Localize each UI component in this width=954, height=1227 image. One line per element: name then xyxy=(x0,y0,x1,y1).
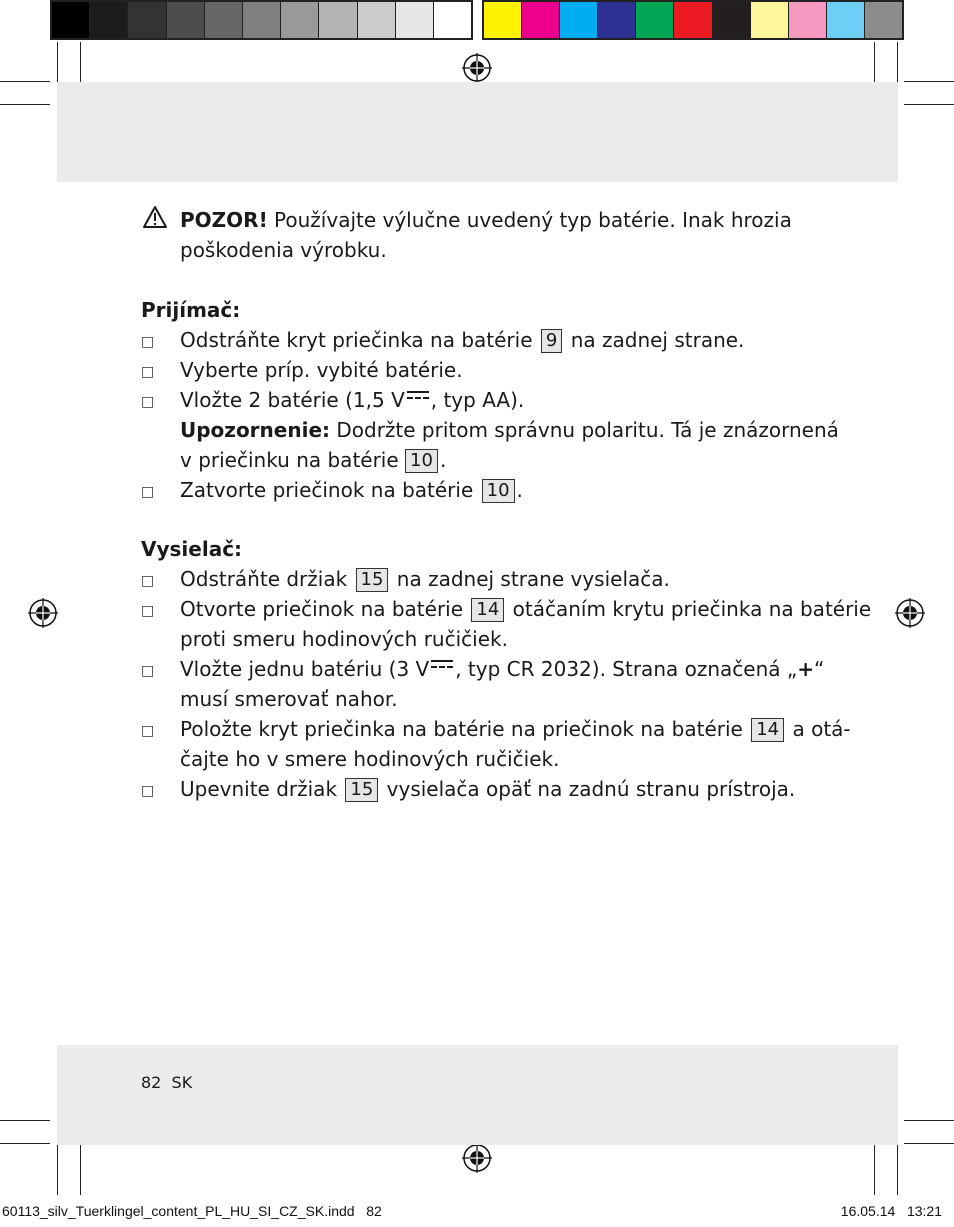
crop-mark xyxy=(0,104,50,105)
color-swatch xyxy=(90,2,128,38)
note-text: v priečinku na batérie xyxy=(180,448,399,472)
warning-line-2 xyxy=(180,235,387,265)
receiver-step-3 xyxy=(180,385,524,415)
transmitter-step-3 xyxy=(180,654,824,684)
crop-mark xyxy=(904,81,954,82)
bullet-icon: □ xyxy=(141,364,155,380)
part-reference: 14 xyxy=(471,598,504,622)
bullet-icon: □ xyxy=(141,394,155,410)
crop-mark xyxy=(57,1145,58,1195)
transmitter-step-2-cont xyxy=(180,624,508,654)
step-text: , typ CR 2032). Strana označená „ xyxy=(455,657,798,681)
color-swatch xyxy=(167,2,205,38)
warning-label: POZOR! xyxy=(180,208,268,232)
crop-mark xyxy=(874,1145,875,1195)
note-label: Upozornenie: xyxy=(180,418,330,442)
header-band xyxy=(57,82,898,182)
color-swatch xyxy=(560,2,598,38)
step-text: Vložte jednu batériu (3 V xyxy=(180,657,430,681)
transmitter-step-4-cont xyxy=(180,744,559,774)
step-text: Odstráňte kryt priečinka na batérie xyxy=(180,328,533,352)
step-text: a otá- xyxy=(792,717,851,741)
step-text: , typ AA). xyxy=(430,388,525,412)
step-text: na zadnej strane vysielača. xyxy=(396,567,670,591)
crop-mark xyxy=(0,81,50,82)
crop-mark xyxy=(904,1143,954,1144)
color-swatch xyxy=(52,2,90,38)
step-text: Odstráňte držiak xyxy=(180,567,348,591)
color-swatch xyxy=(789,2,827,38)
warning-text-continued: poškodenia výrobku. xyxy=(180,238,387,262)
step-text: čajte ho v smere hodinových ručičiek. xyxy=(180,747,560,771)
direct-current-icon xyxy=(431,660,453,672)
receiver-note-line-2 xyxy=(180,445,446,475)
slug-filename: 60113_silv_Tuerklingel_content_PL_HU_SI_CZ_SK.indd xyxy=(2,1203,355,1219)
crop-mark xyxy=(80,1145,81,1195)
plus-symbol: + xyxy=(797,657,814,681)
color-swatch xyxy=(281,2,319,38)
color-swatch xyxy=(636,2,674,38)
transmitter-heading: Vysielač: xyxy=(141,537,243,561)
color-swatch xyxy=(319,2,357,38)
step-text: Vyberte príp. vybité batérie. xyxy=(180,358,463,382)
color-calibration-bar xyxy=(482,0,904,40)
receiver-note-line-1 xyxy=(180,415,839,445)
bullet-icon: □ xyxy=(141,573,155,589)
color-swatch xyxy=(358,2,396,38)
color-swatch xyxy=(205,2,243,38)
color-swatch xyxy=(243,2,281,38)
grayscale-calibration-bar xyxy=(50,0,473,40)
registration-mark-icon xyxy=(895,598,925,628)
crop-mark xyxy=(897,42,898,82)
bullet-icon: □ xyxy=(141,334,155,350)
step-text: “ xyxy=(814,657,825,681)
color-swatch xyxy=(713,2,751,38)
bullet-icon: □ xyxy=(141,663,155,679)
color-swatch xyxy=(674,2,712,38)
step-text: Otvorte priečinok na batérie xyxy=(180,597,464,621)
color-swatch xyxy=(865,2,902,38)
warning-line-1 xyxy=(180,205,792,235)
transmitter-step-4 xyxy=(180,714,851,744)
step-text: Upevnite držiak xyxy=(180,777,338,801)
part-reference: 15 xyxy=(345,778,378,802)
step-text: vysielača opäť na zadnú stranu prístroja. xyxy=(386,777,796,801)
step-text: na zadnej strane. xyxy=(570,328,745,352)
crop-mark xyxy=(904,104,954,105)
slug-timestamp xyxy=(841,1203,942,1219)
page-number: 82 xyxy=(141,1073,162,1092)
transmitter-step-2 xyxy=(180,594,871,624)
color-swatch xyxy=(751,2,789,38)
slug-date: 16.05.14 xyxy=(840,1203,896,1219)
step-text: otáčaním krytu priečinka na batérie xyxy=(512,597,872,621)
slug-time: 13:21 xyxy=(906,1203,942,1219)
step-text: Položte kryt priečinka na batérie na priečinok na batérie xyxy=(180,717,743,741)
step-text: proti smeru hodinových ručičiek. xyxy=(180,627,508,651)
color-swatch xyxy=(598,2,636,38)
registration-mark-icon xyxy=(462,1143,492,1173)
page-footer xyxy=(141,1068,192,1098)
note-text: Dodržte pritom správnu polaritu. Tá je znázornená xyxy=(336,418,839,442)
color-swatch xyxy=(484,2,522,38)
bullet-icon: □ xyxy=(141,723,155,739)
bullet-icon: □ xyxy=(141,484,155,500)
slug-page: 82 xyxy=(366,1203,382,1219)
note-text: . xyxy=(439,448,447,472)
color-swatch xyxy=(522,2,560,38)
color-swatch xyxy=(827,2,865,38)
registration-mark-icon xyxy=(462,53,492,83)
part-reference: 9 xyxy=(541,329,562,353)
transmitter-step-1 xyxy=(180,564,670,594)
crop-mark xyxy=(874,42,875,82)
receiver-step-4 xyxy=(180,475,523,505)
crop-mark xyxy=(57,42,58,82)
step-text: . xyxy=(516,478,523,502)
crop-mark xyxy=(0,1143,50,1144)
warning-triangle-icon xyxy=(142,205,168,229)
crop-mark xyxy=(0,1120,50,1121)
receiver-heading: Prijímač: xyxy=(141,298,241,322)
color-swatch xyxy=(434,2,471,38)
bullet-icon: □ xyxy=(141,603,155,619)
step-text: musí smerovať nahor. xyxy=(180,687,398,711)
part-reference: 14 xyxy=(751,718,784,742)
crop-mark xyxy=(897,1145,898,1195)
crop-mark xyxy=(904,1120,954,1121)
color-swatch xyxy=(128,2,166,38)
crop-mark xyxy=(80,42,81,82)
receiver-step-1 xyxy=(180,325,744,355)
step-text: Zatvorte priečinok na batérie xyxy=(180,478,474,502)
color-swatch xyxy=(396,2,434,38)
page-language: SK xyxy=(171,1073,193,1092)
warning-text: Používajte výlučne uvedený typ batérie. Inak hrozia xyxy=(274,208,792,232)
direct-current-icon xyxy=(407,391,429,403)
part-reference: 10 xyxy=(405,449,438,473)
part-reference: 15 xyxy=(356,568,389,592)
transmitter-step-5 xyxy=(180,774,795,804)
receiver-step-2 xyxy=(180,355,463,385)
transmitter-step-3-cont xyxy=(180,684,398,714)
part-reference: 10 xyxy=(482,479,515,503)
registration-mark-icon xyxy=(28,598,58,628)
step-text: Vložte 2 batérie (1,5 V xyxy=(180,388,405,412)
bullet-icon: □ xyxy=(141,783,155,799)
slug-file-info xyxy=(2,1203,382,1219)
